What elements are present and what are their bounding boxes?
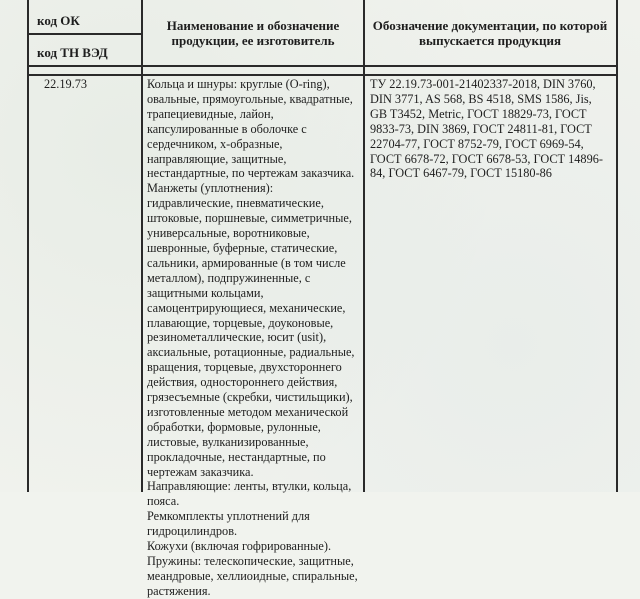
product-rings: Кольца и шнуры: круглые (O-ring), овальные, прямоугольные, квадратные, трапециевидные, лайон, капсулированные в оболочке с сердечником, x-образные, направляющие, защитные, нестандартные, по чертежам заказчика. — [147, 77, 355, 181]
header-tn-ved-code: код ТН ВЭД — [37, 45, 108, 60]
product-description — [147, 77, 361, 599]
row-top-border — [27, 74, 618, 76]
product-cuffs: Манжеты (уплотнения): гидравлические, пневматические, штоковые, поршневые, симметричные, универсальные, воротниковые, шевронные, буферные, статические, сальники, армированные (в том числе металлом), подпружиненные, с защитными кольцами, самоцентрирующиеся, механические, плавающие, торцевые, доуконовые, резинометаллические, юсит (usit), аксиальные, ротационные, радиальные, вращения, торцевые, двухстороннего действия, одностороннего действия, грязесъемные (скребки, чистильщики), изготовленные методом механической обработки, формовые, рулонные, листовые, вулканизированные, прокладочные, нестандартные, по чертежам заказчика. — [147, 181, 355, 479]
row-code: 22.19.73 — [44, 77, 88, 91]
header-documentation: Обозначение документации, по которой выпускается продукция — [372, 18, 608, 48]
documentation-list: ТУ 22.19.73-001-21402337-2018, DIN 3760, DIN 3771, AS 568, BS 4518, SMS 1586, Jis, GB T3452, Metric, ГОСТ 18829-73, ГОСТ 9833-73, DIN 3869, ГОСТ 24811-81, ГОСТ 22704-77, ГОСТ 8752-79, ГОСТ 6969-54, ГОСТ 6678-72, ГОСТ 6678-53, ГОСТ 14896-84, ГОСТ 6467-79, ГОСТ 15180-86 — [370, 77, 603, 181]
product-guides: Направляющие: ленты, втулки, кольца, пояса. — [147, 479, 352, 509]
header-code-split — [27, 33, 142, 35]
product-repair-kits: Ремкомплекты уплотнений для гидроцилиндров. — [147, 509, 310, 539]
header-ok-code: код ОК — [37, 13, 80, 28]
product-springs: Пружины: телескопические, защитные, меандровые, хеллиоидные, спиральные, растяжения. — [147, 554, 358, 598]
product-covers: Кожухи (включая гофрированные). — [147, 539, 332, 554]
header-product-name: Наименование и обозначение продукции, ее изготовитель — [166, 18, 340, 48]
header-bottom-border — [27, 65, 618, 67]
